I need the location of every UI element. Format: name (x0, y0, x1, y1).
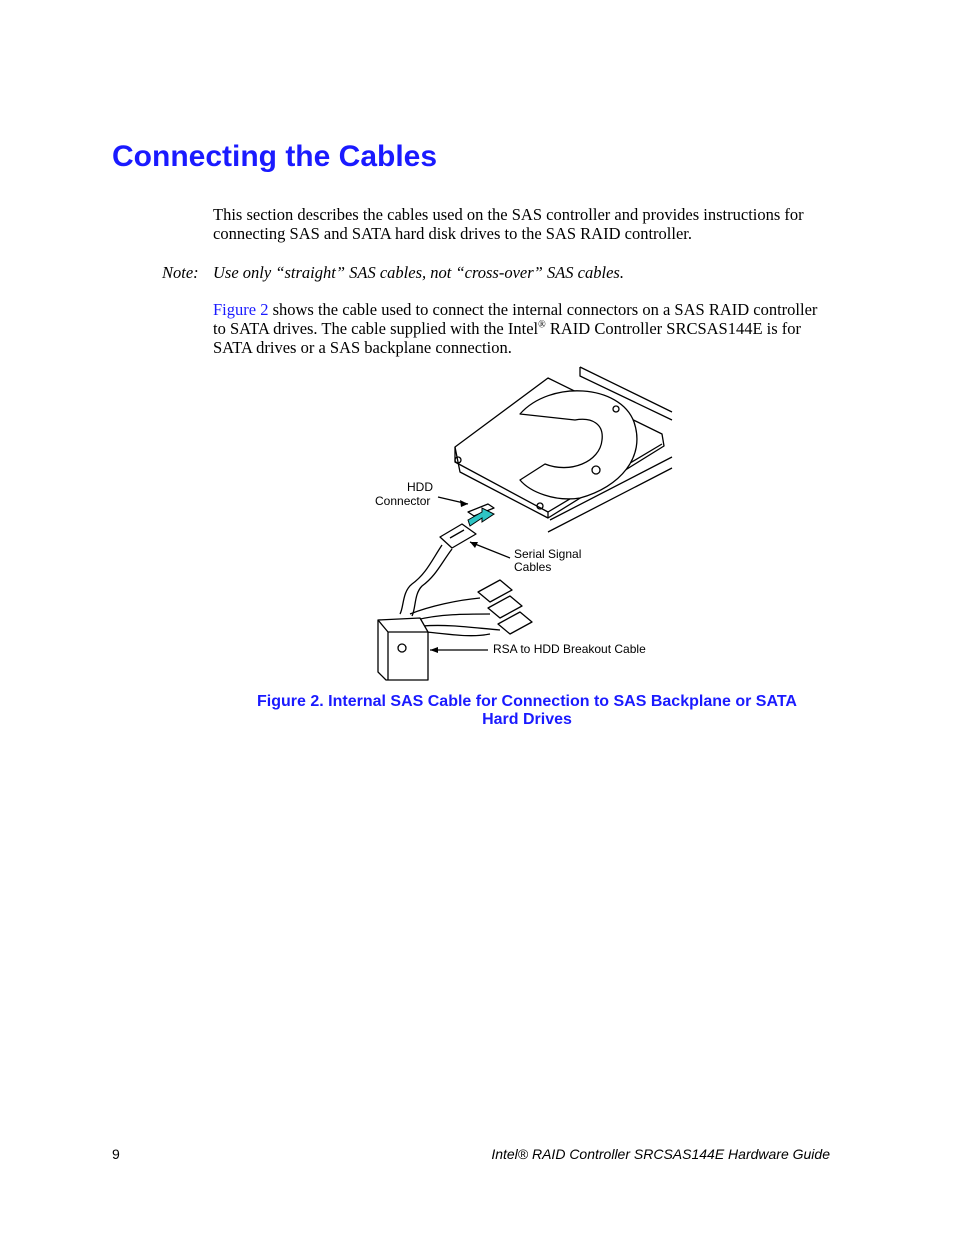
para-text-b: RAID Controller SRCSAS144E is for SATA drives or a SAS backplane connection. (213, 319, 802, 357)
page-title: Connecting the Cables (112, 140, 438, 173)
breakout-header (378, 618, 428, 680)
hdd-label-line2: Connector (375, 494, 431, 508)
footer-doc-title: Intel® RAID Controller SRCSAS144E Hardware Guide (491, 1146, 830, 1162)
figure-2-link[interactable]: Figure 2 (213, 300, 269, 319)
serial-label-line1: Serial Signal (514, 547, 582, 561)
figure-reference-paragraph (213, 300, 833, 357)
note-text: Use only “straight” SAS cables, not “cross-over” SAS cables. (213, 263, 624, 282)
figure-caption (213, 693, 841, 729)
breakout-label: RSA to HDD Breakout Cable (493, 642, 646, 656)
breakout-leader-arrowhead (430, 647, 438, 653)
serial-label-line2: Cables (514, 560, 552, 574)
cable-illustration (370, 362, 680, 682)
caption-line-2: Hard Drives (482, 711, 572, 728)
registered-mark: ® (538, 319, 546, 331)
hdd-label-line1: HDD (407, 480, 433, 494)
cable-figure (370, 362, 680, 682)
cable-ribbon-main (400, 545, 442, 614)
para-text-a: shows the cable used to connect the internal connectors on a SAS RAID controller to SATA drives. The cable supplied with the Intel (213, 300, 818, 338)
intro-paragraph: This section describes the cables used on the SAS controller and provides instructions for connecting SAS and SATA hard disk drives to the SAS RAID controller. (213, 205, 804, 243)
page-number: 9 (112, 1146, 120, 1162)
note (162, 263, 842, 282)
hdd-leader-arrowhead (460, 500, 468, 507)
note-label: Note: (162, 263, 199, 282)
caption-line-1: Figure 2. Internal SAS Cable for Connection to SAS Backplane or SATA (257, 693, 797, 710)
cable-plug (440, 524, 476, 548)
